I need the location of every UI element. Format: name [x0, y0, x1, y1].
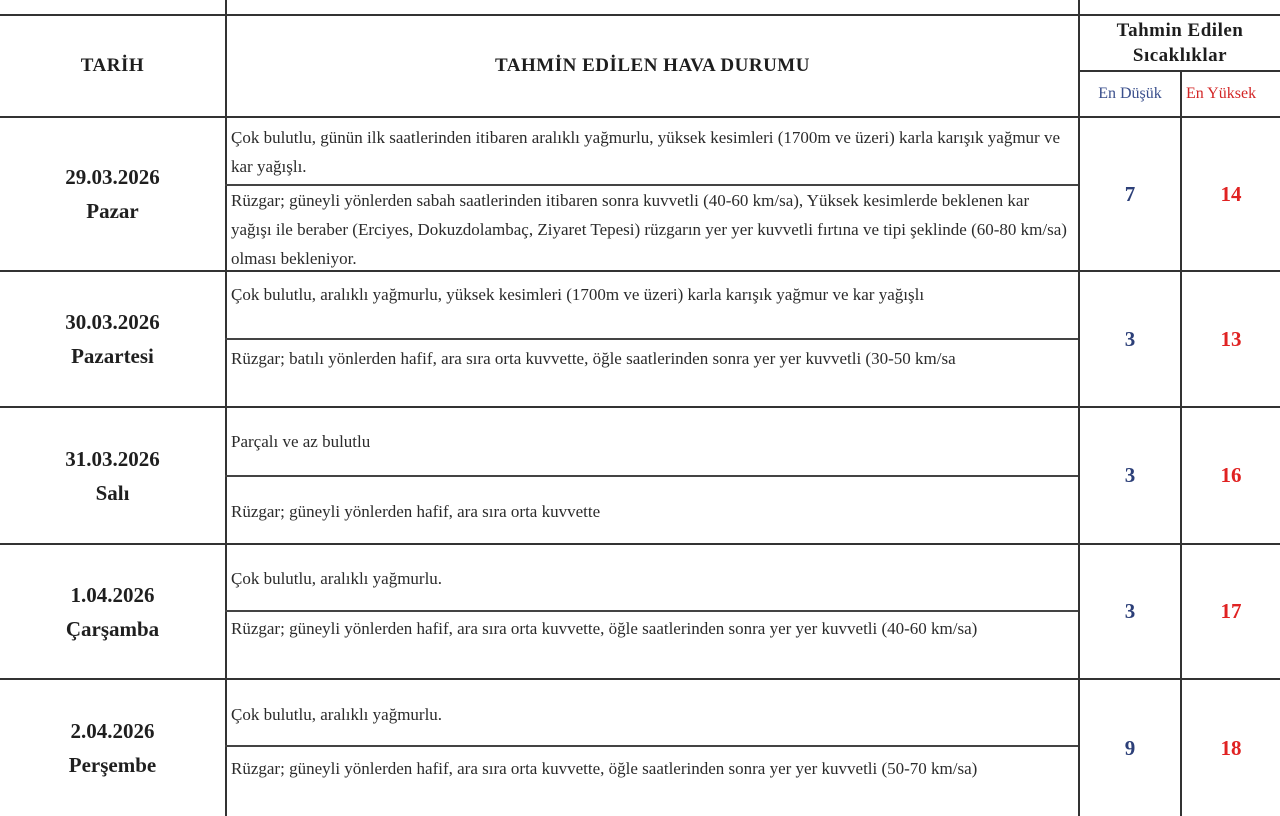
max-temp: 13 [1220, 326, 1242, 351]
date: 2.04.2026 [70, 719, 155, 743]
weekday: Pazar [86, 199, 139, 223]
date: 31.03.2026 [65, 446, 160, 471]
wind-description: Rüzgar; güneyli yönlerden hafif, ara sıra orta kuvvette [231, 502, 601, 521]
grid-line [225, 475, 1078, 477]
min-temp: 7 [1124, 181, 1136, 206]
min-temp: 3 [1124, 463, 1136, 487]
wind-description: Rüzgar; güneyli yönlerden sabah saatlerinden itibaren sonra kuvvetli (40-60 km/sa), Yüksek kesimlerde beklenen kar yağışı ile beraber (Erciyes, Dokuzdolambaç, Ziyaret Tepesi) rüzgarın yer yer kuvvetli fırtına ve tipi şeklinde (60-80 km/sa) olması bekleniyor. [231, 191, 1067, 268]
min-temp: 3 [1124, 326, 1136, 351]
min-temp: 3 [1124, 599, 1136, 623]
weather-description: Çok bulutlu, aralıklı yağmurlu. [231, 569, 443, 588]
cropped-previous-row [0, 0, 1280, 14]
weather-description: Çok bulutlu, aralıklı yağmurlu, yüksek kesimleri (1700m ve üzeri) karla karışık yağmur ve kar yağışlı [231, 285, 925, 304]
wind-description: Rüzgar; güneyli yönlerden hafif, ara sıra orta kuvvette, öğle saatlerinden sonra yer yer kuvvetli (50-70 km/sa) [231, 759, 978, 778]
grid-line [225, 745, 1078, 747]
weekday: Salı [95, 480, 130, 505]
max-temp: 18 [1220, 735, 1242, 760]
wind-description: Rüzgar; güneyli yönlerden hafif, ara sıra orta kuvvette, öğle saatlerinden sonra yer yer kuvvetli (40-60 km/sa) [231, 619, 978, 638]
weekday: Perşembe [68, 753, 157, 777]
date: 1.04.2026 [70, 582, 155, 607]
max-temp: 16 [1220, 463, 1242, 487]
date-cell [0, 408, 225, 543]
weather-description: Parçalı ve az bulutlu [231, 432, 371, 451]
header-temps-line2: Sıcaklıklar [1132, 45, 1228, 66]
date-cell [0, 118, 225, 270]
min-temp: 9 [1124, 735, 1136, 760]
header-date: TARİH [80, 55, 145, 76]
header-low-label: En Düşük [1098, 85, 1162, 102]
weekday: Pazartesi [71, 344, 154, 368]
weather-description: Çok bulutlu, günün ilk saatlerinden itibaren aralıklı yağmurlu, yüksek kesimleri (1700m ve üzeri) karla karışık yağmur ve kar yağışlı. [231, 128, 1061, 176]
date: 29.03.2026 [65, 165, 160, 189]
date: 30.03.2026 [65, 310, 160, 334]
max-temp: 14 [1220, 181, 1242, 206]
wind-description: Rüzgar; batılı yönlerden hafif, ara sıra orta kuvvette, öğle saatlerinden sonra yer yer kuvvetli (30-50 km/sa [231, 349, 956, 368]
header-temps-line1: Tahmin Edilen [1116, 20, 1244, 41]
header-weather: TAHMİN EDİLEN HAVA DURUMU [495, 55, 810, 76]
date-cell [0, 680, 225, 816]
header-temps [1080, 16, 1280, 70]
date-cell [0, 545, 225, 678]
weather-description: Çok bulutlu, aralıklı yağmurlu. [231, 705, 443, 724]
grid-line [225, 0, 227, 816]
date-cell [0, 272, 225, 406]
max-temp: 17 [1220, 599, 1242, 623]
grid-line [225, 610, 1078, 612]
header-high-label: En Yüksek [1186, 85, 1257, 102]
weekday: Çarşamba [65, 616, 160, 641]
grid-line [225, 338, 1078, 340]
